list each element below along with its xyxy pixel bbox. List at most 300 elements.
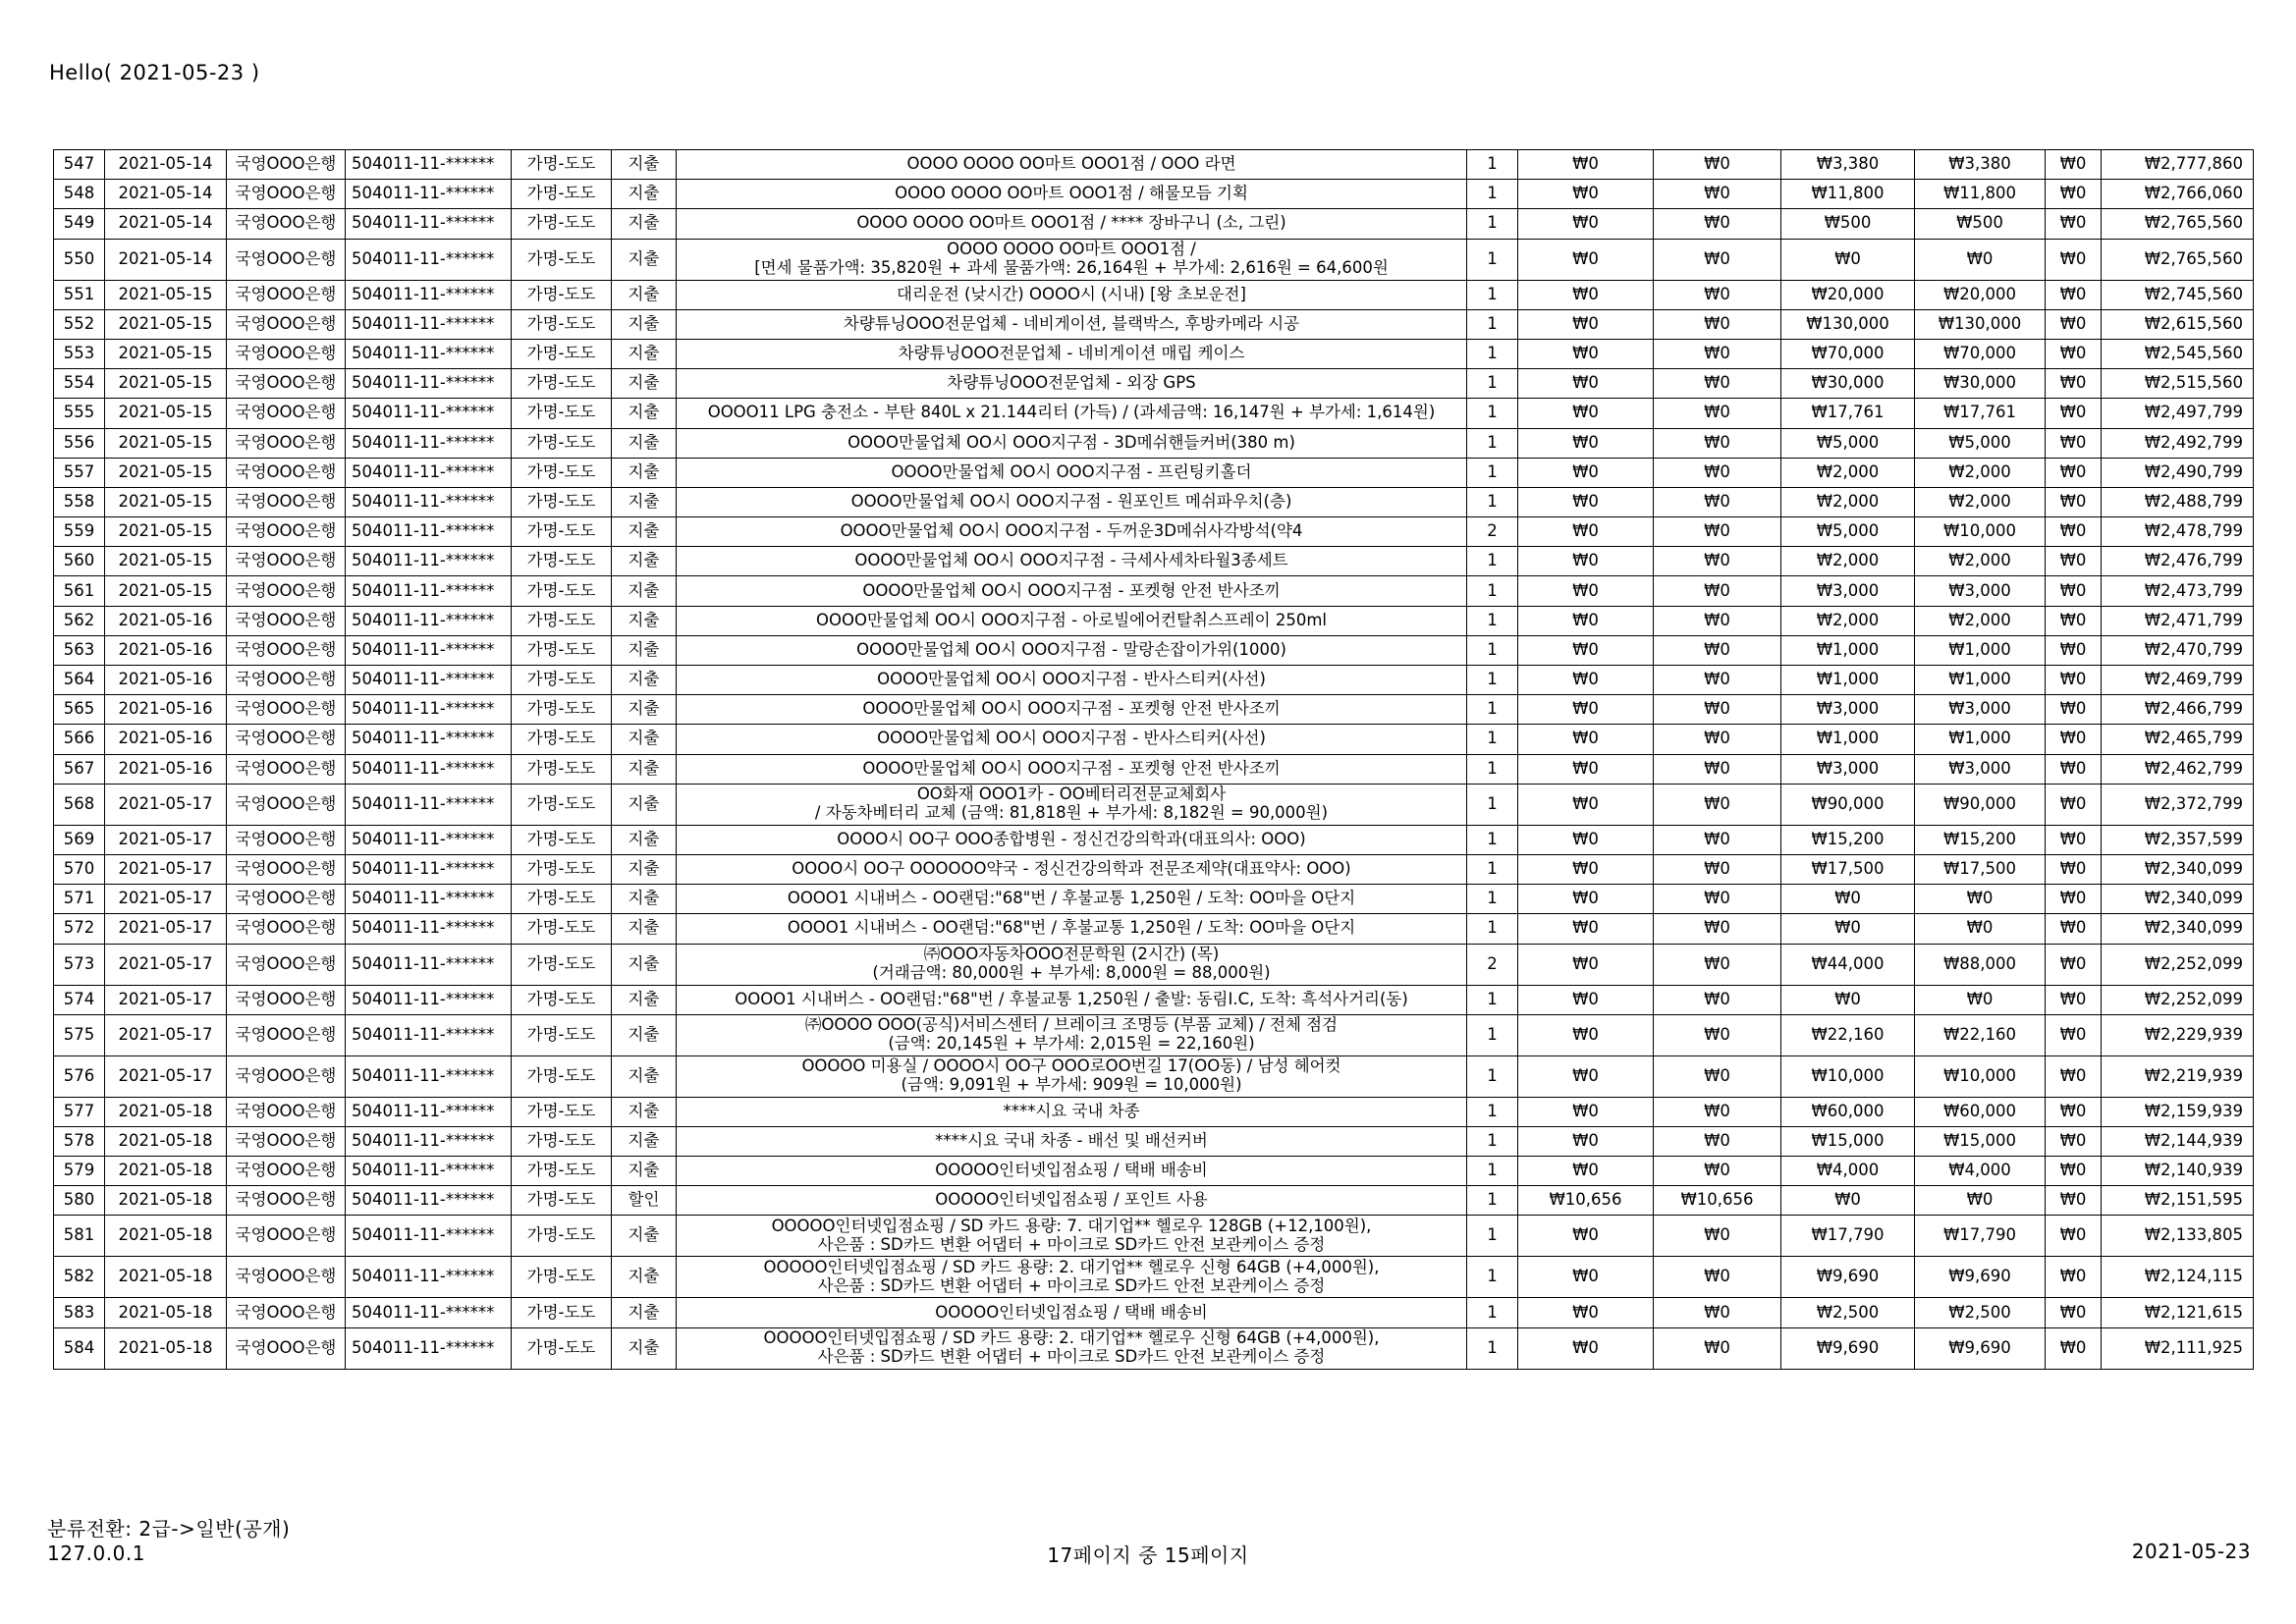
account-holder-cell: 가명-도도 [512,825,612,854]
description-cell [677,487,1467,516]
quantity-cell: 1 [1467,985,1518,1014]
description-cell [677,576,1467,606]
description-line: OOOOO인터넷입점쇼핑 / 택배 배송비 [935,1302,1208,1322]
discount-applied-cell: ₩0 [1654,914,1781,944]
unit-price-cell: ₩3,380 [1781,150,1915,180]
quantity-cell: 1 [1467,854,1518,884]
extra-amount-cell: ₩0 [2046,1216,2102,1257]
description-line: 차량튜닝OOO전문업체 - 네비게이션, 블랙박스, 후방카메라 시공 [843,313,1300,333]
balance-cell: ₩2,466,799 [2102,695,2254,725]
extra-amount-cell: ₩0 [2046,914,2102,944]
account-number-cell: 504011-11-****** [346,725,512,754]
description-line: OOOO만물업체 OO시 OOO지구점 - 아로빌에어컨탈취스프레이 250ml [816,610,1327,629]
transaction-date-cell: 2021-05-14 [105,209,227,239]
bank-name-cell: 국영OOO은행 [227,458,346,487]
bank-name-cell: 국영OOO은행 [227,309,346,339]
discount-applied-cell: ₩0 [1654,666,1781,695]
extra-amount-cell: ₩0 [2046,1157,2102,1186]
unit-price-cell: ₩9,690 [1781,1327,1915,1369]
description-line: 사은품 : SD카드 변환 어댑터 + 마이크로 SD카드 안전 보관케이스 증정 [817,1234,1326,1254]
table-row [54,487,2254,516]
discount-amount-cell: ₩0 [1518,428,1654,458]
total-amount-cell: ₩88,000 [1915,944,2046,985]
total-amount-cell: ₩20,000 [1915,280,2046,309]
account-holder-cell: 가명-도도 [512,854,612,884]
table-row [54,1186,2254,1216]
quantity-cell: 1 [1467,1014,1518,1056]
transaction-date-cell: 2021-05-17 [105,1014,227,1056]
discount-amount-cell: ₩0 [1518,754,1654,784]
description-cell [677,1186,1467,1216]
extra-amount-cell: ₩0 [2046,784,2102,825]
quantity-cell: 1 [1467,725,1518,754]
balance-cell: ₩2,462,799 [2102,754,2254,784]
bank-name-cell: 국영OOO은행 [227,985,346,1014]
row-number-cell: 570 [54,854,105,884]
balance-cell: ₩2,133,805 [2102,1216,2254,1257]
transaction-kind-cell: 지출 [612,635,677,665]
discount-applied-cell: ₩0 [1654,517,1781,547]
unit-price-cell: ₩10,000 [1781,1056,1915,1097]
account-holder-cell: 가명-도도 [512,606,612,635]
quantity-cell: 1 [1467,547,1518,576]
transaction-kind-cell: 지출 [612,695,677,725]
table-row [54,754,2254,784]
table-row [54,1126,2254,1156]
quantity-cell: 1 [1467,487,1518,516]
balance-cell: ₩2,469,799 [2102,666,2254,695]
unit-price-cell: ₩130,000 [1781,309,1915,339]
quantity-cell: 1 [1467,280,1518,309]
bank-name-cell: 국영OOO은행 [227,339,346,368]
account-holder-cell: 가명-도도 [512,985,612,1014]
extra-amount-cell: ₩0 [2046,209,2102,239]
discount-amount-cell: ₩0 [1518,944,1654,985]
description-cell [677,944,1467,985]
transaction-date-cell: 2021-05-14 [105,180,227,209]
balance-cell: ₩2,121,615 [2102,1298,2254,1327]
description-cell [677,1014,1467,1056]
discount-amount-cell: ₩0 [1518,369,1654,399]
transaction-date-cell: 2021-05-16 [105,754,227,784]
account-holder-cell: 가명-도도 [512,487,612,516]
discount-amount-cell: ₩0 [1518,985,1654,1014]
transaction-kind-cell: 지출 [612,369,677,399]
row-number-cell: 582 [54,1257,105,1298]
transaction-date-cell: 2021-05-18 [105,1186,227,1216]
discount-applied-cell: ₩0 [1654,576,1781,606]
description-cell [677,517,1467,547]
balance-cell: ₩2,745,560 [2102,280,2254,309]
row-number-cell: 550 [54,239,105,280]
account-number-cell: 504011-11-****** [346,985,512,1014]
account-number-cell: 504011-11-****** [346,339,512,368]
extra-amount-cell: ₩0 [2046,150,2102,180]
total-amount-cell: ₩2,500 [1915,1298,2046,1327]
unit-price-cell: ₩11,800 [1781,180,1915,209]
total-amount-cell: ₩1,000 [1915,635,2046,665]
account-holder-cell: 가명-도도 [512,695,612,725]
bank-name-cell: 국영OOO은행 [227,666,346,695]
discount-amount-cell: ₩0 [1518,280,1654,309]
balance-cell: ₩2,111,925 [2102,1327,2254,1369]
account-number-cell: 504011-11-****** [346,576,512,606]
unit-price-cell: ₩44,000 [1781,944,1915,985]
description-cell [677,885,1467,914]
quantity-cell: 1 [1467,399,1518,428]
table-row [54,1056,2254,1097]
discount-amount-cell: ₩0 [1518,1327,1654,1369]
transaction-kind-cell: 지출 [612,1327,677,1369]
extra-amount-cell: ₩0 [2046,428,2102,458]
discount-amount-cell: ₩0 [1518,725,1654,754]
transaction-date-cell: 2021-05-16 [105,606,227,635]
transaction-kind-cell: 지출 [612,784,677,825]
account-holder-cell: 가명-도도 [512,428,612,458]
quantity-cell: 1 [1467,1216,1518,1257]
table-row [54,854,2254,884]
quantity-cell: 1 [1467,180,1518,209]
description-line: OOOOO인터넷입점쇼핑 / SD 카드 용량: 7. 대기업** 헬로우 128GB (+12,100원), [771,1216,1372,1235]
extra-amount-cell: ₩0 [2046,725,2102,754]
transaction-date-cell: 2021-05-15 [105,547,227,576]
account-holder-cell: 가명-도도 [512,944,612,985]
account-holder-cell: 가명-도도 [512,150,612,180]
table-row [54,1257,2254,1298]
discount-applied-cell: ₩0 [1654,239,1781,280]
quantity-cell: 2 [1467,944,1518,985]
balance-cell: ₩2,615,560 [2102,309,2254,339]
unit-price-cell: ₩9,690 [1781,1257,1915,1298]
extra-amount-cell: ₩0 [2046,180,2102,209]
balance-cell: ₩2,471,799 [2102,606,2254,635]
discount-amount-cell: ₩0 [1518,1257,1654,1298]
transaction-date-cell: 2021-05-15 [105,369,227,399]
row-number-cell: 572 [54,914,105,944]
row-number-cell: 571 [54,885,105,914]
quantity-cell: 1 [1467,1056,1518,1097]
discount-amount-cell: ₩0 [1518,399,1654,428]
description-cell [677,399,1467,428]
description-line: 사은품 : SD카드 변환 어댑터 + 마이크로 SD카드 안전 보관케이스 증정 [817,1275,1326,1295]
discount-amount-cell: ₩0 [1518,1216,1654,1257]
transaction-date-cell: 2021-05-15 [105,576,227,606]
bank-name-cell: 국영OOO은행 [227,517,346,547]
ip-address: 127.0.0.1 [47,1542,145,1565]
transaction-date-cell: 2021-05-18 [105,1257,227,1298]
discount-amount-cell: ₩0 [1518,517,1654,547]
quantity-cell: 1 [1467,150,1518,180]
unit-price-cell: ₩0 [1781,1186,1915,1216]
account-number-cell: 504011-11-****** [346,1126,512,1156]
total-amount-cell: ₩130,000 [1915,309,2046,339]
unit-price-cell: ₩4,000 [1781,1157,1915,1186]
quantity-cell: 1 [1467,209,1518,239]
bank-name-cell: 국영OOO은행 [227,280,346,309]
description-line: OOOO1 시내버스 - OO랜덤:"68"번 / 후불교통 1,250원 / 출발: 동림I.C, 도착: 흑석사거리(동) [735,989,1408,1008]
discount-amount-cell: ₩0 [1518,635,1654,665]
account-holder-cell: 가명-도도 [512,576,612,606]
total-amount-cell: ₩17,500 [1915,854,2046,884]
extra-amount-cell: ₩0 [2046,399,2102,428]
account-holder-cell: 가명-도도 [512,1126,612,1156]
transaction-date-cell: 2021-05-18 [105,1097,227,1126]
discount-amount-cell: ₩0 [1518,1056,1654,1097]
transaction-kind-cell: 지출 [612,399,677,428]
account-holder-cell: 가명-도도 [512,209,612,239]
balance-cell: ₩2,777,860 [2102,150,2254,180]
balance-cell: ₩2,229,939 [2102,1014,2254,1056]
total-amount-cell: ₩4,000 [1915,1157,2046,1186]
account-holder-cell: 가명-도도 [512,784,612,825]
account-number-cell: 504011-11-****** [346,369,512,399]
extra-amount-cell: ₩0 [2046,695,2102,725]
discount-applied-cell: ₩0 [1654,985,1781,1014]
footer-date: 2021-05-23 [2131,1540,2251,1563]
description-line: OOOO1 시내버스 - OO랜덤:"68"번 / 후불교통 1,250원 / 도착: OO마을 O단지 [787,889,1356,908]
unit-price-cell: ₩3,000 [1781,695,1915,725]
discount-amount-cell: ₩0 [1518,914,1654,944]
account-number-cell: 504011-11-****** [346,944,512,985]
discount-amount-cell: ₩0 [1518,1014,1654,1056]
transaction-kind-cell: 지출 [612,180,677,209]
description-line: OO화재 OOO1카 - OO베터리전문교체회사 [916,785,1227,804]
quantity-cell: 1 [1467,784,1518,825]
transaction-date-cell: 2021-05-15 [105,309,227,339]
account-number-cell: 504011-11-****** [346,695,512,725]
row-number-cell: 565 [54,695,105,725]
account-number-cell: 504011-11-****** [346,1014,512,1056]
account-holder-cell: 가명-도도 [512,1298,612,1327]
total-amount-cell: ₩0 [1915,985,2046,1014]
transaction-date-cell: 2021-05-17 [105,914,227,944]
discount-amount-cell: ₩0 [1518,576,1654,606]
transaction-kind-cell: 지출 [612,1056,677,1097]
extra-amount-cell: ₩0 [2046,1056,2102,1097]
account-holder-cell: 가명-도도 [512,1097,612,1126]
row-number-cell: 581 [54,1216,105,1257]
account-number-cell: 504011-11-****** [346,1157,512,1186]
account-holder-cell: 가명-도도 [512,517,612,547]
discount-applied-cell: ₩0 [1654,1257,1781,1298]
quantity-cell: 1 [1467,428,1518,458]
discount-applied-cell: ₩0 [1654,487,1781,516]
balance-cell: ₩2,470,799 [2102,635,2254,665]
total-amount-cell: ₩2,000 [1915,606,2046,635]
total-amount-cell: ₩1,000 [1915,725,2046,754]
discount-amount-cell: ₩0 [1518,1126,1654,1156]
bank-name-cell: 국영OOO은행 [227,399,346,428]
description-line: OOOOO인터넷입점쇼핑 / SD 카드 용량: 2. 대기업** 헬로우 신형 64GB (+4,000원), [763,1257,1380,1276]
quantity-cell: 1 [1467,576,1518,606]
transaction-date-cell: 2021-05-17 [105,854,227,884]
row-number-cell: 575 [54,1014,105,1056]
row-number-cell: 568 [54,784,105,825]
discount-applied-cell: ₩0 [1654,209,1781,239]
total-amount-cell: ₩11,800 [1915,180,2046,209]
discount-applied-cell: ₩0 [1654,339,1781,368]
transaction-kind-cell: 지출 [612,1097,677,1126]
transaction-date-cell: 2021-05-18 [105,1157,227,1186]
table-row [54,458,2254,487]
discount-amount-cell: ₩0 [1518,825,1654,854]
transaction-date-cell: 2021-05-17 [105,885,227,914]
transaction-date-cell: 2021-05-16 [105,695,227,725]
table-row [54,666,2254,695]
account-number-cell: 504011-11-****** [346,487,512,516]
extra-amount-cell: ₩0 [2046,576,2102,606]
discount-amount-cell: ₩0 [1518,547,1654,576]
unit-price-cell: ₩5,000 [1781,428,1915,458]
quantity-cell: 1 [1467,754,1518,784]
description-cell [677,635,1467,665]
transaction-date-cell: 2021-05-15 [105,339,227,368]
description-cell [677,180,1467,209]
account-holder-cell: 가명-도도 [512,309,612,339]
unit-price-cell: ₩3,000 [1781,576,1915,606]
bank-name-cell: 국영OOO은행 [227,1097,346,1126]
transaction-kind-cell: 지출 [612,854,677,884]
balance-cell: ₩2,473,799 [2102,576,2254,606]
extra-amount-cell: ₩0 [2046,635,2102,665]
unit-price-cell: ₩20,000 [1781,280,1915,309]
table-row [54,825,2254,854]
table-row [54,695,2254,725]
row-number-cell: 576 [54,1056,105,1097]
table-row [54,517,2254,547]
description-cell [677,825,1467,854]
total-amount-cell: ₩9,690 [1915,1327,2046,1369]
table-row [54,399,2254,428]
description-cell [677,1097,1467,1126]
bank-name-cell: 국영OOO은행 [227,1216,346,1257]
description-line: OOOO OOOO OO마트 OOO1점 / OOO 라면 [906,154,1236,174]
description-cell [677,458,1467,487]
transaction-kind-cell: 지출 [612,487,677,516]
balance-cell: ₩2,340,099 [2102,885,2254,914]
discount-applied-cell: ₩0 [1654,754,1781,784]
extra-amount-cell: ₩0 [2046,369,2102,399]
discount-applied-cell: ₩0 [1654,854,1781,884]
account-holder-cell: 가명-도도 [512,1056,612,1097]
description-cell [677,754,1467,784]
bank-name-cell: 국영OOO은행 [227,180,346,209]
description-line: OOOO만물업체 OO시 OOO지구점 - 포켓형 안전 반사조끼 [862,580,1281,600]
discount-applied-cell: ₩0 [1654,1056,1781,1097]
description-line: OOOO만물업체 OO시 OOO지구점 - 말랑손잡이가위(1000) [856,639,1286,659]
unit-price-cell: ₩17,500 [1781,854,1915,884]
quantity-cell: 1 [1467,1327,1518,1369]
account-number-cell: 504011-11-****** [346,1257,512,1298]
quantity-cell: 1 [1467,1126,1518,1156]
transaction-date-cell: 2021-05-17 [105,825,227,854]
description-cell [677,209,1467,239]
account-holder-cell: 가명-도도 [512,754,612,784]
account-number-cell: 504011-11-****** [346,517,512,547]
transaction-kind-cell: 지출 [612,1257,677,1298]
account-number-cell: 504011-11-****** [346,825,512,854]
transaction-kind-cell: 지출 [612,1157,677,1186]
table-row [54,784,2254,825]
discount-applied-cell: ₩0 [1654,725,1781,754]
row-number-cell: 549 [54,209,105,239]
transaction-kind-cell: 지출 [612,150,677,180]
balance-cell: ₩2,357,599 [2102,825,2254,854]
unit-price-cell: ₩1,000 [1781,635,1915,665]
row-number-cell: 578 [54,1126,105,1156]
extra-amount-cell: ₩0 [2046,666,2102,695]
balance-cell: ₩2,159,939 [2102,1097,2254,1126]
transaction-date-cell: 2021-05-18 [105,1126,227,1156]
discount-applied-cell: ₩0 [1654,399,1781,428]
transaction-kind-cell: 지출 [612,1014,677,1056]
description-line: (금액: 20,145원 + 부가세: 2,015원 = 22,160원) [888,1034,1255,1054]
discount-applied-cell: ₩0 [1654,1298,1781,1327]
extra-amount-cell: ₩0 [2046,854,2102,884]
account-number-cell: 504011-11-****** [346,754,512,784]
transaction-kind-cell: 지출 [612,985,677,1014]
discount-applied-cell: ₩0 [1654,547,1781,576]
balance-cell: ₩2,488,799 [2102,487,2254,516]
bank-name-cell: 국영OOO은행 [227,1186,346,1216]
bank-name-cell: 국영OOO은행 [227,1327,346,1369]
account-number-cell: 504011-11-****** [346,1298,512,1327]
description-cell [677,1056,1467,1097]
account-holder-cell: 가명-도도 [512,666,612,695]
transaction-kind-cell: 지출 [612,458,677,487]
table-row [54,309,2254,339]
account-holder-cell: 가명-도도 [512,458,612,487]
balance-cell: ₩2,766,060 [2102,180,2254,209]
transaction-kind-cell: 지출 [612,666,677,695]
row-number-cell: 573 [54,944,105,985]
account-holder-cell: 가명-도도 [512,399,612,428]
description-cell [677,666,1467,695]
balance-cell: ₩2,765,560 [2102,209,2254,239]
description-line: OOOO시 OO구 OOOOOO약국 - 정신건강의학과 전문조제약(대표약사: OOO) [792,859,1351,879]
transaction-date-cell: 2021-05-18 [105,1298,227,1327]
account-number-cell: 504011-11-****** [346,1327,512,1369]
extra-amount-cell: ₩0 [2046,1126,2102,1156]
balance-cell: ₩2,515,560 [2102,369,2254,399]
bank-name-cell: 국영OOO은행 [227,1157,346,1186]
total-amount-cell: ₩3,380 [1915,150,2046,180]
description-cell [677,339,1467,368]
unit-price-cell: ₩500 [1781,209,1915,239]
description-line: (거래금액: 80,000원 + 부가세: 8,000원 = 88,000원) [872,963,1271,982]
transaction-date-cell: 2021-05-17 [105,784,227,825]
row-number-cell: 584 [54,1327,105,1369]
total-amount-cell: ₩5,000 [1915,428,2046,458]
unit-price-cell: ₩15,000 [1781,1126,1915,1156]
balance-cell: ₩2,252,099 [2102,985,2254,1014]
quantity-cell: 1 [1467,635,1518,665]
quantity-cell: 1 [1467,666,1518,695]
row-number-cell: 553 [54,339,105,368]
total-amount-cell: ₩0 [1915,1186,2046,1216]
description-line: OOOOO 미용실 / OOOO시 OO구 OOO로OO번길 17(OO동) / 남성 헤어컷 [801,1056,1341,1076]
transaction-kind-cell: 지출 [612,428,677,458]
account-holder-cell: 가명-도도 [512,369,612,399]
extra-amount-cell: ₩0 [2046,985,2102,1014]
classification-note: 분류전환: 2급->일반(공개) [47,1517,291,1541]
extra-amount-cell: ₩0 [2046,1014,2102,1056]
transaction-kind-cell: 지출 [612,725,677,754]
unit-price-cell: ₩2,000 [1781,458,1915,487]
account-number-cell: 504011-11-****** [346,606,512,635]
total-amount-cell: ₩22,160 [1915,1014,2046,1056]
balance-cell: ₩2,465,799 [2102,725,2254,754]
